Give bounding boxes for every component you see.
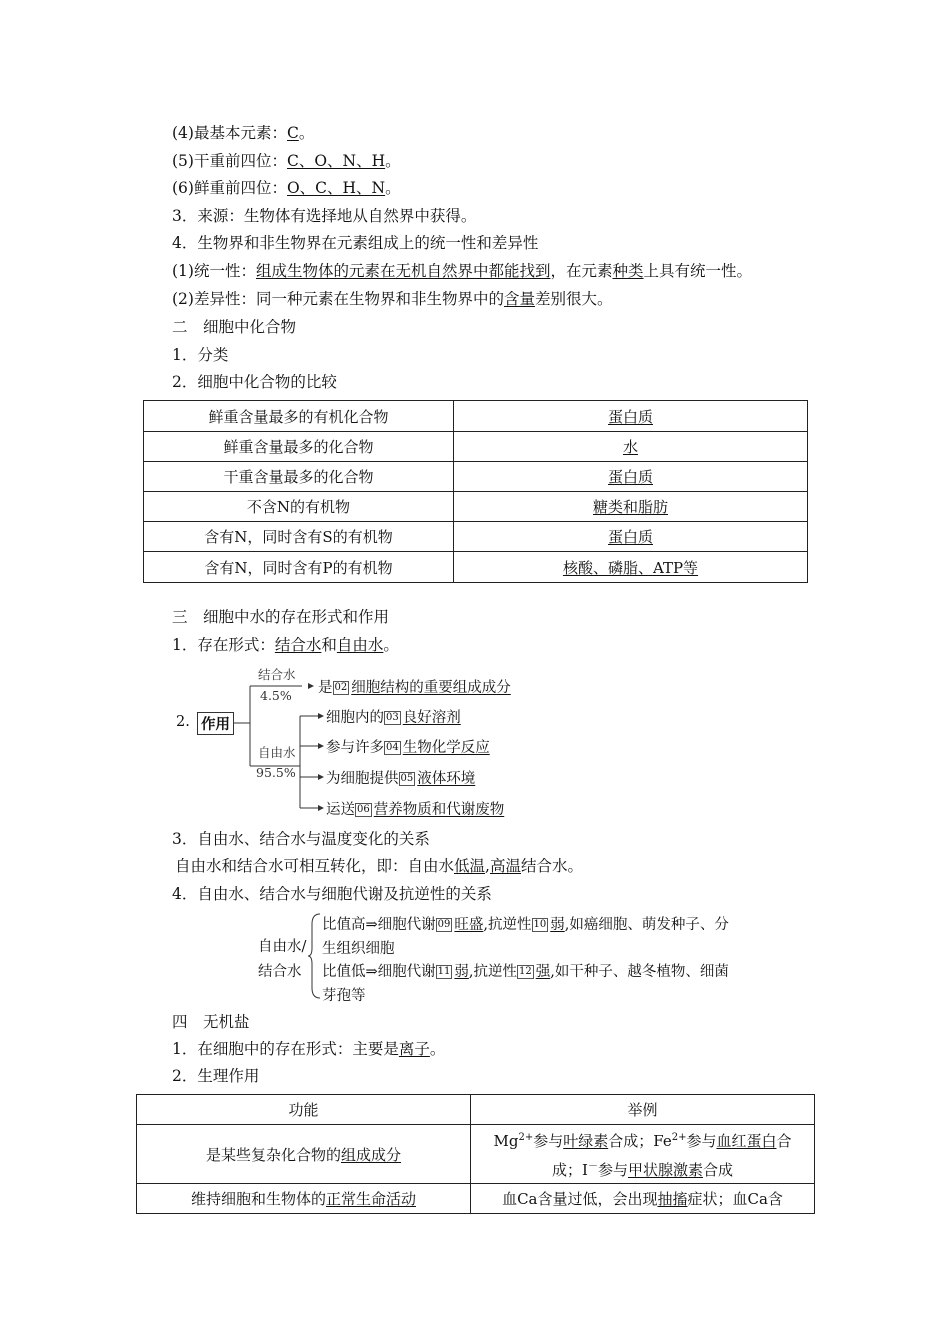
table-cell: 不含N的有机物 <box>144 492 454 522</box>
table-cell: 核酸、磷脂、ATP等 <box>454 552 808 583</box>
table-cell: 干重含量最多的化合物 <box>144 462 454 492</box>
table-row <box>137 1125 815 1184</box>
ratio-brace <box>308 912 322 1000</box>
table-cell: $Mg^{2+}$参与叶绿素合成；$Fe^{2+}$参与血红蛋白合 成；I－参与甲状腺激素合成 <box>471 1125 815 1184</box>
table-row <box>144 462 808 492</box>
table-cell: 糖类和脂肪 <box>454 492 808 522</box>
table-row <box>144 552 808 583</box>
bound-water-function: 是 02 细胞结构的重要组成成分 <box>318 680 511 696</box>
table-cell: 鲜重含量最多的有机化合物 <box>144 401 454 432</box>
item-physiological-roles: 2．生理作用 <box>172 1067 260 1085</box>
item-metabolism-relation: 4．自由水、结合水与细胞代谢及抗逆性的关系 <box>172 885 492 903</box>
free-water-percent: 95.5% <box>256 765 296 780</box>
table-cell: 蛋白质 <box>454 462 808 492</box>
section-heading-inorganic-salts: 四 无机盐 <box>172 1013 250 1031</box>
table-row <box>144 492 808 522</box>
table-cell: 蛋白质 <box>454 522 808 552</box>
line-difference: (2)差异性：同一种元素在生物界和非生物界中的含量差别很大。 <box>172 290 613 308</box>
free-water-function-transport: 运送 06 营养物质和代谢废物 <box>326 802 505 818</box>
table-row <box>144 401 808 432</box>
ratio-low-line1: 比值低⇒细胞代谢 11 弱,抗逆性 12 强,如干种子、越冬植物、细菌 <box>322 964 729 980</box>
table-cell: 含有N，同时含有P的有机物 <box>144 552 454 583</box>
line-unity: (1)统一性：组成生物体的元素在无机自然界中都能找到，在元素种类上具有统一性。 <box>172 262 753 280</box>
ratio-label-top: 自由水/ <box>258 939 307 955</box>
free-water-function-reactions: 参与许多 04 生物化学反应 <box>326 740 490 756</box>
table-row <box>144 522 808 552</box>
ratio-label-bottom: 结合水 <box>258 964 302 980</box>
table-cell: 维持细胞和生物体的正常生命活动 <box>137 1184 471 1214</box>
item-compound-comparison: 2．细胞中化合物的比较 <box>172 373 337 391</box>
item-salt-forms: 1．在细胞中的存在形式：主要是离子。 <box>172 1040 446 1058</box>
bound-water-label: 结合水 <box>258 667 296 682</box>
free-water-label: 自由水 <box>258 745 296 760</box>
table-cell: 是某些复杂化合物的组成成分 <box>137 1125 471 1184</box>
section-heading-compounds: 二 细胞中化合物 <box>172 318 297 336</box>
line-unity-difference-title: 4．生物界和非生物界在元素组成上的统一性和差异性 <box>172 234 539 252</box>
bound-water-percent: 4.5% <box>260 688 292 703</box>
item-classification: 1．分类 <box>172 346 229 364</box>
table-row <box>144 432 808 462</box>
free-water-function-solvent: 细胞内的 03 良好溶剂 <box>326 710 461 726</box>
table-cell: 水 <box>454 432 808 462</box>
table-cell: 血Ca含量过低，会出现抽搐症状；血Ca含 <box>471 1184 815 1214</box>
section-heading-water: 三 细胞中水的存在形式和作用 <box>172 608 390 626</box>
ratio-low-line2: 芽孢等 <box>322 988 366 1004</box>
item-temperature-conversion: 自由水和结合水可相互转化，即：自由水低温,高温结合水。 <box>175 857 583 875</box>
compound-comparison-table <box>143 400 808 583</box>
line-fresh-weight-top4: (6)鲜重前四位：O、C、H、N。 <box>172 179 401 197</box>
diagram-number: 2. <box>176 714 190 730</box>
ratio-high-line2: 生组织细胞 <box>322 941 395 957</box>
line-most-basic-element: (4)最基本元素：C。 <box>172 124 315 142</box>
ratio-high-line1: 比值高⇒细胞代谢 09 旺盛,抗逆性 10 弱,如癌细胞、萌发种子、分 <box>322 917 729 933</box>
diagram-function-box: 作用 <box>197 712 234 735</box>
line-dry-weight-top4: (5)干重前四位：C、O、N、H。 <box>172 152 401 170</box>
item-water-forms: 1．存在形式：结合水和自由水。 <box>172 636 399 654</box>
table-cell: 含有N，同时含有S的有机物 <box>144 522 454 552</box>
table-cell: 蛋白质 <box>454 401 808 432</box>
table-header-example: 举例 <box>471 1095 815 1125</box>
table-header-row <box>137 1095 815 1125</box>
item-temperature-relation: 3．自由水、结合水与温度变化的关系 <box>172 830 430 848</box>
salt-function-table <box>136 1094 815 1214</box>
line-source: 3．来源：生物体有选择地从自然界中获得。 <box>172 207 477 225</box>
table-header-function: 功能 <box>137 1095 471 1125</box>
free-water-function-environment: 为细胞提供 05 液体环境 <box>326 771 476 787</box>
table-cell: 鲜重含量最多的化合物 <box>144 432 454 462</box>
table-row <box>137 1184 815 1214</box>
